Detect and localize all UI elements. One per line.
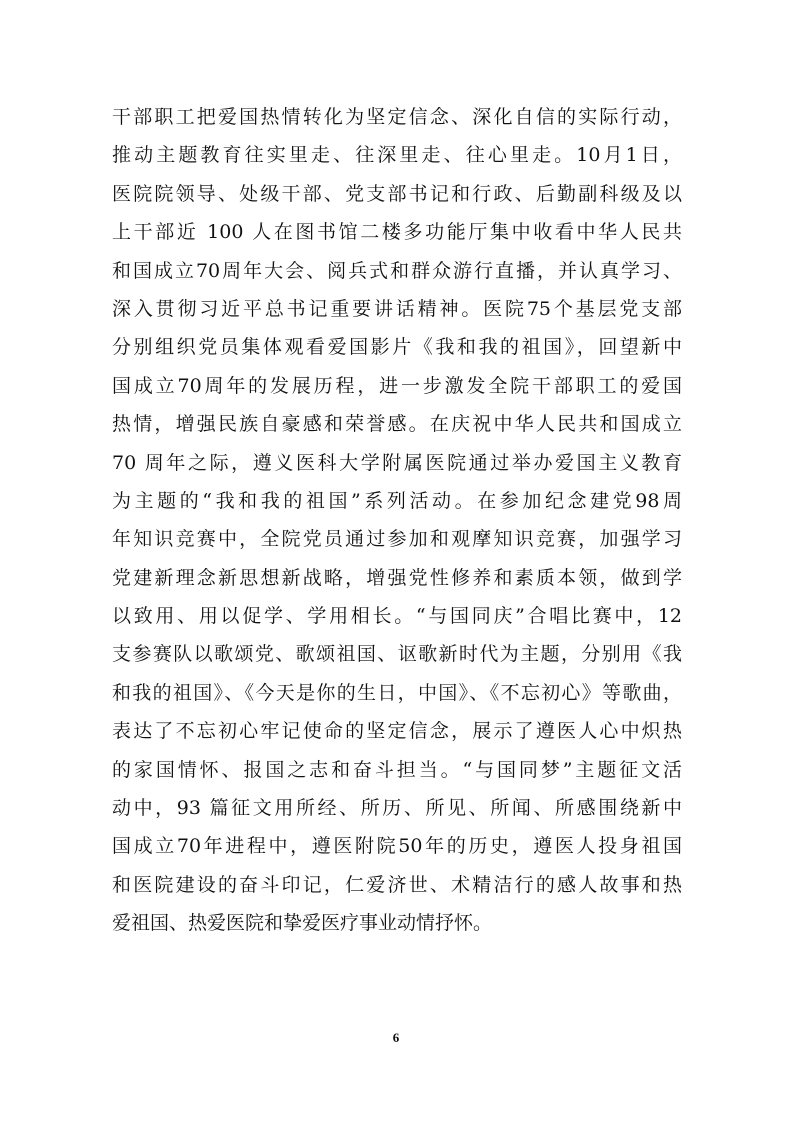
- text-line: 国成立70年进程中，遵医附院50年的历史，遵医人投身祖国: [112, 835, 682, 858]
- text-line: 深入贯彻习近平总书记重要讲话精神。医院75个基层党支部: [112, 297, 682, 320]
- text-line: 上干部近 100 人在图书馆二楼多功能厅集中收看中华人民共: [112, 221, 682, 244]
- text-line: 和国成立70周年大会、阅兵式和群众游行直播，并认真学习、: [112, 259, 682, 282]
- text-line: 党建新理念新思想新战略，增强党性修养和素质本领，做到学: [112, 566, 682, 589]
- text-line: 国成立70周年的发展历程，进一步激发全院干部职工的爱国: [112, 374, 682, 397]
- text-line: 动中，93 篇征文用所经、所历、所见、所闻、所感围绕新中: [112, 797, 682, 820]
- text-line: 热情，增强民族自豪感和荣誉感。在庆祝中华人民共和国成立: [112, 413, 682, 436]
- text-line: 以致用、用以促学、学用相长。“与国同庆”合唱比赛中，12: [112, 605, 682, 628]
- text-line: 的家国情怀、报国之志和奋斗担当。“与国同梦”主题征文活: [112, 758, 682, 781]
- text-line: 分别组织党员集体观看爱国影片《我和我的祖国》，回望新中: [112, 336, 682, 359]
- text-line: 年知识竞赛中，全院党员通过参加和观摩知识竞赛，加强学习: [112, 528, 682, 551]
- body-paragraph: [112, 98, 682, 943]
- text-line: 为主题的“我和我的祖国”系列活动。在参加纪念建党98周: [112, 489, 682, 512]
- text-line: 支参赛队以歌颂党、歌颂祖国、讴歌新时代为主题，分别用《我: [112, 643, 682, 666]
- text-line: 70 周年之际，遵义医科大学附属医院通过举办爱国主义教育: [112, 451, 682, 474]
- text-line: 推动主题教育往实里走、往深里走、往心里走。10月1日，: [112, 144, 682, 167]
- page-number: 6: [392, 1030, 400, 1045]
- text-line: 干部职工把爱国热情转化为坚定信念、深化自信的实际行动，: [112, 106, 682, 128]
- text-line: 表达了不忘初心牢记使命的坚定信念，展示了遵医人心中炽热: [112, 720, 682, 743]
- text-line: 和医院建设的奋斗印记，仁爱济世、术精洁行的感人故事和热: [112, 873, 682, 896]
- text-line: 和我的祖国》、《今天是你的生日，中国》、《不忘初心》等歌曲，: [112, 681, 682, 704]
- text-line: 医院院领导、处级干部、党支部书记和行政、后勤副科级及以: [112, 182, 682, 205]
- text-line-last: 爱祖国、热爱医院和挚爱医疗事业动情抒怀。: [112, 912, 493, 935]
